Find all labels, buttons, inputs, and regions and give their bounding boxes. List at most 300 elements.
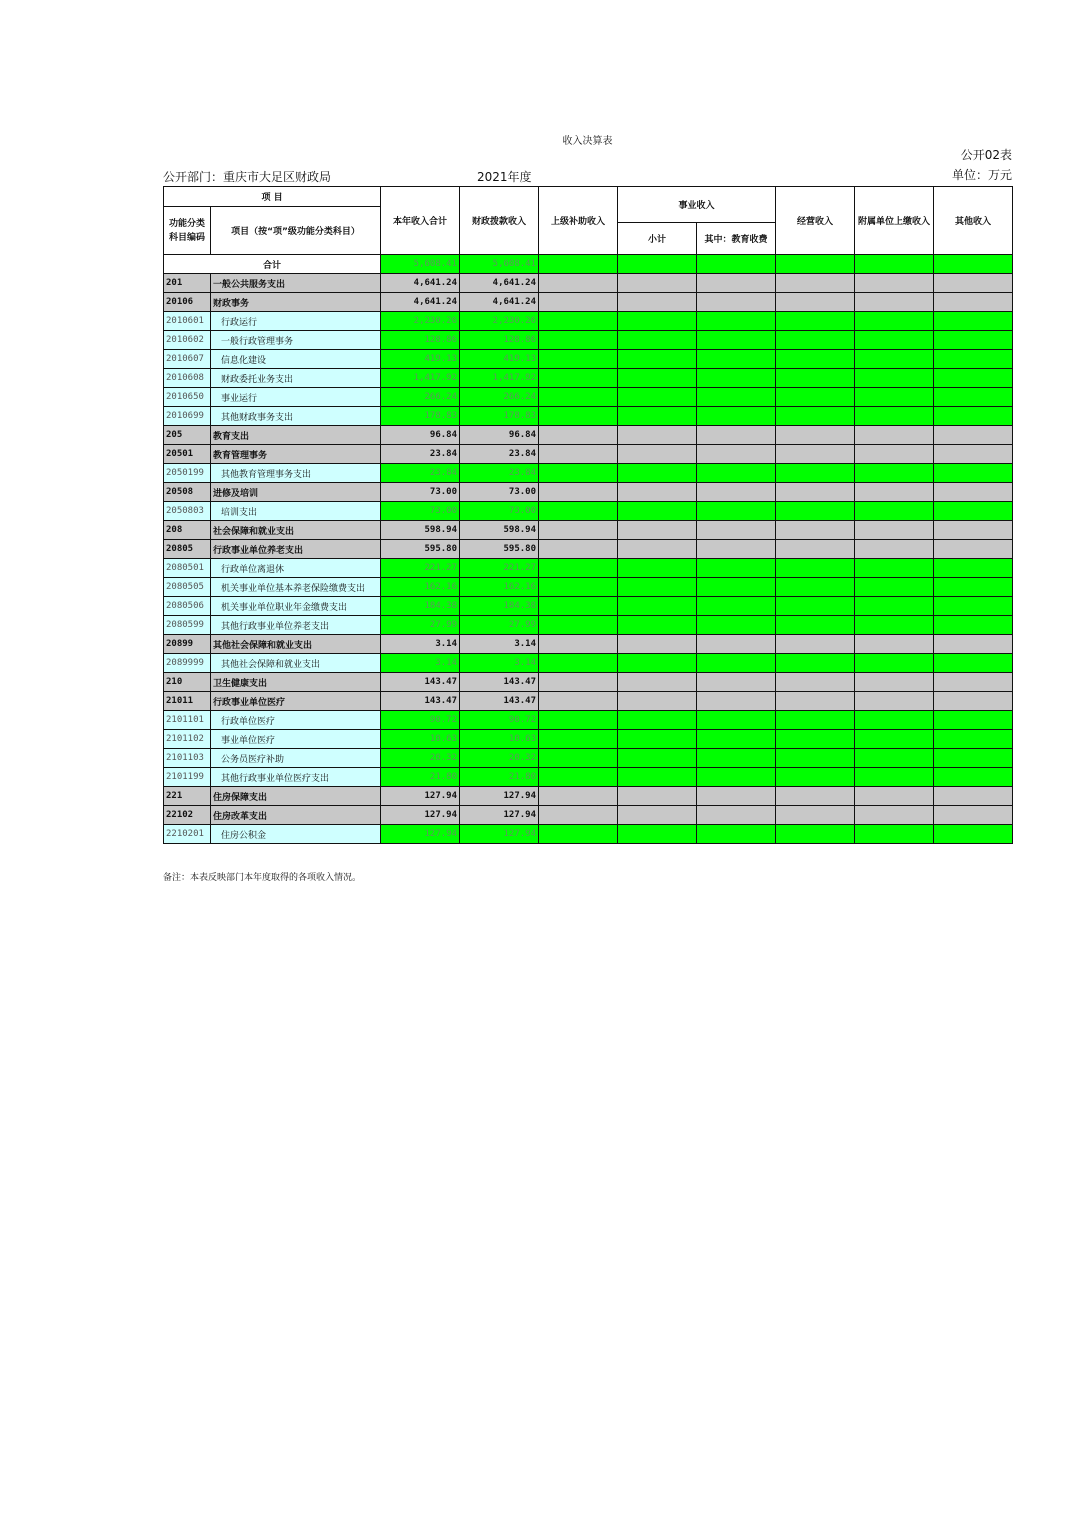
empty-cell bbox=[618, 331, 697, 350]
empty-cell bbox=[539, 255, 618, 274]
other-income-header: 其他收入 bbox=[934, 187, 1013, 255]
empty-cell bbox=[618, 521, 697, 540]
subject-code-cell: 2101102 bbox=[164, 730, 211, 749]
empty-cell bbox=[855, 331, 934, 350]
total-income-cell: 127.94 bbox=[381, 806, 460, 825]
empty-cell bbox=[539, 730, 618, 749]
table-body bbox=[164, 255, 1013, 844]
fiscal-appropriation-cell: 184.38 bbox=[460, 597, 539, 616]
affiliated-units-header: 附属单位上缴收入 bbox=[855, 187, 934, 255]
fiscal-appropriation-cell: 23.84 bbox=[460, 445, 539, 464]
empty-cell bbox=[697, 559, 776, 578]
empty-cell bbox=[934, 369, 1013, 388]
empty-cell bbox=[539, 274, 618, 293]
year-label: 2021年度 bbox=[477, 170, 532, 184]
total-income-cell: 3.14 bbox=[381, 654, 460, 673]
income-table bbox=[163, 186, 1013, 844]
fiscal-appropriation-cell: 4,641.24 bbox=[460, 293, 539, 312]
subject-name-cell: 机关事业单位职业年金缴费支出 bbox=[211, 597, 381, 616]
subtotal-header: 小计 bbox=[618, 223, 697, 255]
fiscal-appropriation-cell: 595.80 bbox=[460, 540, 539, 559]
empty-cell bbox=[539, 464, 618, 483]
empty-cell bbox=[855, 616, 934, 635]
empty-cell bbox=[934, 426, 1013, 445]
subject-code-cell: 2210201 bbox=[164, 825, 211, 844]
empty-cell bbox=[934, 730, 1013, 749]
subject-name-cell: 行政单位医疗 bbox=[211, 711, 381, 730]
fiscal-appropriation-cell: 2,230.26 bbox=[460, 312, 539, 331]
empty-cell bbox=[697, 825, 776, 844]
table-row bbox=[164, 540, 1013, 559]
empty-cell bbox=[618, 464, 697, 483]
empty-cell bbox=[855, 255, 934, 274]
empty-cell bbox=[697, 274, 776, 293]
table-row bbox=[164, 312, 1013, 331]
empty-cell bbox=[618, 293, 697, 312]
empty-cell bbox=[539, 369, 618, 388]
empty-cell bbox=[776, 331, 855, 350]
table-note: 备注：本表反映部门本年度取得的各项收入情况。 bbox=[163, 873, 362, 883]
empty-cell bbox=[934, 597, 1013, 616]
fiscal-appropriation-cell: 10.63 bbox=[460, 730, 539, 749]
empty-cell bbox=[539, 407, 618, 426]
empty-cell bbox=[618, 274, 697, 293]
empty-cell bbox=[776, 350, 855, 369]
empty-cell bbox=[934, 445, 1013, 464]
fiscal-appropriation-cell: 27.99 bbox=[460, 616, 539, 635]
empty-cell bbox=[934, 787, 1013, 806]
table-row bbox=[164, 502, 1013, 521]
fiscal-appropriation-header: 财政拨款收入 bbox=[460, 187, 539, 255]
form-info bbox=[961, 148, 1012, 162]
subject-code-cell: 2010699 bbox=[164, 407, 211, 426]
empty-cell bbox=[934, 464, 1013, 483]
empty-cell bbox=[934, 692, 1013, 711]
empty-cell bbox=[697, 369, 776, 388]
empty-cell bbox=[776, 559, 855, 578]
total-income-cell: 419.13 bbox=[381, 350, 460, 369]
empty-cell bbox=[697, 768, 776, 787]
empty-cell bbox=[539, 445, 618, 464]
empty-cell bbox=[855, 559, 934, 578]
empty-cell bbox=[697, 426, 776, 445]
empty-cell bbox=[539, 483, 618, 502]
subject-name-cell: 教育支出 bbox=[211, 426, 381, 445]
empty-cell bbox=[539, 559, 618, 578]
empty-cell bbox=[855, 597, 934, 616]
empty-cell bbox=[934, 312, 1013, 331]
empty-cell bbox=[618, 749, 697, 768]
total-income-cell: 1,417.92 bbox=[381, 369, 460, 388]
subject-code-cell: 2080599 bbox=[164, 616, 211, 635]
empty-cell bbox=[539, 502, 618, 521]
empty-cell bbox=[855, 464, 934, 483]
empty-cell bbox=[618, 483, 697, 502]
fiscal-appropriation-cell: 419.13 bbox=[460, 350, 539, 369]
subject-name-cell: 行政运行 bbox=[211, 312, 381, 331]
subject-name-cell: 机关事业单位基本养老保险缴费支出 bbox=[211, 578, 381, 597]
subject-name-cell: 卫生健康支出 bbox=[211, 673, 381, 692]
empty-cell bbox=[618, 426, 697, 445]
empty-cell bbox=[539, 825, 618, 844]
empty-cell bbox=[855, 635, 934, 654]
table-row bbox=[164, 806, 1013, 825]
table-row bbox=[164, 559, 1013, 578]
empty-cell bbox=[934, 331, 1013, 350]
fiscal-appropriation-cell: 73.00 bbox=[460, 502, 539, 521]
fiscal-appropriation-cell: 4,641.24 bbox=[460, 274, 539, 293]
empty-cell bbox=[855, 445, 934, 464]
empty-cell bbox=[934, 616, 1013, 635]
empty-cell bbox=[776, 388, 855, 407]
total-income-cell: 10.63 bbox=[381, 730, 460, 749]
empty-cell bbox=[934, 749, 1013, 768]
subject-name-cell: 教育管理事务 bbox=[211, 445, 381, 464]
empty-cell bbox=[618, 635, 697, 654]
empty-cell bbox=[934, 521, 1013, 540]
empty-cell bbox=[776, 787, 855, 806]
operating-income-header: 经营收入 bbox=[776, 187, 855, 255]
subject-name-cell: 其他社会保障和就业支出 bbox=[211, 654, 381, 673]
empty-cell bbox=[539, 350, 618, 369]
empty-cell bbox=[618, 616, 697, 635]
total-fiscal-cell: 5,608.41 bbox=[460, 255, 539, 274]
fiscal-appropriation-cell: 20.32 bbox=[460, 749, 539, 768]
empty-cell bbox=[697, 521, 776, 540]
subject-name-cell: 行政事业单位医疗 bbox=[211, 692, 381, 711]
fiscal-appropriation-cell: 21.80 bbox=[460, 768, 539, 787]
subject-name-cell: 其他教育管理事务支出 bbox=[211, 464, 381, 483]
empty-cell bbox=[934, 274, 1013, 293]
empty-cell bbox=[855, 521, 934, 540]
empty-cell bbox=[697, 445, 776, 464]
empty-cell bbox=[855, 483, 934, 502]
empty-cell bbox=[934, 255, 1013, 274]
subject-code-cell: 210 bbox=[164, 673, 211, 692]
empty-cell bbox=[697, 711, 776, 730]
empty-cell bbox=[855, 673, 934, 692]
subject-name-cell: 一般行政管理事务 bbox=[211, 331, 381, 350]
department-label: 公开部门：重庆市大足区财政局 bbox=[163, 170, 332, 184]
subject-code-cell: 2050199 bbox=[164, 464, 211, 483]
unit-label: 单位：万元 bbox=[951, 168, 1012, 182]
subject-name-cell: 进修及培训 bbox=[211, 483, 381, 502]
total-income-cell: 184.38 bbox=[381, 597, 460, 616]
fiscal-appropriation-cell: 266.24 bbox=[460, 388, 539, 407]
empty-cell bbox=[618, 540, 697, 559]
fiscal-appropriation-cell: 178.83 bbox=[460, 407, 539, 426]
empty-cell bbox=[934, 502, 1013, 521]
fiscal-appropriation-cell: 3.14 bbox=[460, 654, 539, 673]
empty-cell bbox=[776, 369, 855, 388]
subject-code-cell: 2010650 bbox=[164, 388, 211, 407]
subject-name-cell: 住房改革支出 bbox=[211, 806, 381, 825]
empty-cell bbox=[618, 692, 697, 711]
subject-name-cell: 培训支出 bbox=[211, 502, 381, 521]
superior-subsidy-header: 上级补助收入 bbox=[539, 187, 618, 255]
empty-cell bbox=[697, 616, 776, 635]
empty-cell bbox=[539, 768, 618, 787]
empty-cell bbox=[618, 388, 697, 407]
empty-cell bbox=[934, 540, 1013, 559]
subject-code-cell: 2101101 bbox=[164, 711, 211, 730]
fiscal-appropriation-cell: 23.84 bbox=[460, 464, 539, 483]
subject-name-cell: 财政事务 bbox=[211, 293, 381, 312]
empty-cell bbox=[539, 616, 618, 635]
empty-cell bbox=[776, 711, 855, 730]
subject-name-cell: 一般公共服务支出 bbox=[211, 274, 381, 293]
empty-cell bbox=[618, 806, 697, 825]
subject-code-cell: 2080501 bbox=[164, 559, 211, 578]
empty-cell bbox=[855, 787, 934, 806]
empty-cell bbox=[776, 426, 855, 445]
subject-code-cell: 20899 bbox=[164, 635, 211, 654]
table-row bbox=[164, 293, 1013, 312]
empty-cell bbox=[855, 502, 934, 521]
total-income-cell: 20.32 bbox=[381, 749, 460, 768]
subject-name-cell: 信息化建设 bbox=[211, 350, 381, 369]
item-group-header: 项 目 bbox=[164, 187, 381, 207]
empty-cell bbox=[776, 312, 855, 331]
empty-cell bbox=[776, 768, 855, 787]
empty-cell bbox=[855, 540, 934, 559]
empty-cell bbox=[776, 274, 855, 293]
empty-cell bbox=[697, 464, 776, 483]
subject-name-cell: 住房保障支出 bbox=[211, 787, 381, 806]
sheet-title: 收入决算表 bbox=[562, 136, 613, 147]
total-income-cell: 2,230.26 bbox=[381, 312, 460, 331]
fiscal-appropriation-cell: 143.47 bbox=[460, 692, 539, 711]
empty-cell bbox=[776, 502, 855, 521]
empty-cell bbox=[855, 768, 934, 787]
empty-cell bbox=[697, 692, 776, 711]
fiscal-appropriation-cell: 143.47 bbox=[460, 673, 539, 692]
table-row bbox=[164, 388, 1013, 407]
empty-cell bbox=[934, 654, 1013, 673]
empty-cell bbox=[618, 350, 697, 369]
subject-code-cell: 208 bbox=[164, 521, 211, 540]
fiscal-appropriation-cell: 90.72 bbox=[460, 711, 539, 730]
subject-name-cell: 行政单位离退休 bbox=[211, 559, 381, 578]
empty-cell bbox=[697, 312, 776, 331]
empty-cell bbox=[618, 730, 697, 749]
fiscal-appropriation-cell: 598.94 bbox=[460, 521, 539, 540]
empty-cell bbox=[697, 578, 776, 597]
subject-code-cell: 2050803 bbox=[164, 502, 211, 521]
empty-cell bbox=[855, 407, 934, 426]
subject-code-cell: 2010601 bbox=[164, 312, 211, 331]
subject-code-cell: 201 bbox=[164, 274, 211, 293]
subject-code-cell: 22102 bbox=[164, 806, 211, 825]
empty-cell bbox=[697, 597, 776, 616]
empty-cell bbox=[618, 825, 697, 844]
empty-cell bbox=[618, 255, 697, 274]
empty-cell bbox=[618, 445, 697, 464]
total-income-cell: 90.72 bbox=[381, 711, 460, 730]
empty-cell bbox=[776, 654, 855, 673]
empty-cell bbox=[855, 350, 934, 369]
subject-code-cell: 20106 bbox=[164, 293, 211, 312]
empty-cell bbox=[539, 692, 618, 711]
subject-name-cell: 行政事业单位养老支出 bbox=[211, 540, 381, 559]
empty-cell bbox=[776, 806, 855, 825]
empty-cell bbox=[539, 293, 618, 312]
empty-cell bbox=[539, 312, 618, 331]
subject-name-cell: 财政委托业务支出 bbox=[211, 369, 381, 388]
subject-name-cell: 其他社会保障和就业支出 bbox=[211, 635, 381, 654]
empty-cell bbox=[618, 597, 697, 616]
empty-cell bbox=[697, 483, 776, 502]
subject-code-cell: 20805 bbox=[164, 540, 211, 559]
table-row bbox=[164, 369, 1013, 388]
total-income-cell: 127.94 bbox=[381, 787, 460, 806]
empty-cell bbox=[934, 559, 1013, 578]
empty-cell bbox=[539, 540, 618, 559]
empty-cell bbox=[934, 825, 1013, 844]
empty-cell bbox=[855, 692, 934, 711]
empty-cell bbox=[697, 540, 776, 559]
table-row bbox=[164, 730, 1013, 749]
empty-cell bbox=[855, 749, 934, 768]
empty-cell bbox=[934, 483, 1013, 502]
table-row bbox=[164, 616, 1013, 635]
empty-cell bbox=[539, 426, 618, 445]
subject-name-cell: 住房公积金 bbox=[211, 825, 381, 844]
total-income-cell: 3.14 bbox=[381, 635, 460, 654]
fiscal-appropriation-cell: 128.86 bbox=[460, 331, 539, 350]
fiscal-appropriation-cell: 73.00 bbox=[460, 483, 539, 502]
empty-cell bbox=[776, 730, 855, 749]
total-income-cell: 143.47 bbox=[381, 692, 460, 711]
empty-cell bbox=[776, 673, 855, 692]
empty-cell bbox=[776, 464, 855, 483]
empty-cell bbox=[934, 768, 1013, 787]
table-row bbox=[164, 426, 1013, 445]
total-row bbox=[164, 255, 1013, 274]
total-income-cell: 73.00 bbox=[381, 483, 460, 502]
empty-cell bbox=[855, 825, 934, 844]
empty-cell bbox=[776, 255, 855, 274]
empty-cell bbox=[618, 312, 697, 331]
table-row bbox=[164, 749, 1013, 768]
subject-name-cell: 公务员医疗补助 bbox=[211, 749, 381, 768]
empty-cell bbox=[539, 331, 618, 350]
fiscal-appropriation-cell: 3.14 bbox=[460, 635, 539, 654]
fiscal-appropriation-cell: 96.84 bbox=[460, 426, 539, 445]
empty-cell bbox=[539, 711, 618, 730]
table-header bbox=[164, 187, 1013, 255]
table-row bbox=[164, 597, 1013, 616]
total-income-cell: 162.16 bbox=[381, 578, 460, 597]
table-row bbox=[164, 692, 1013, 711]
code-header: 功能分类科目编码 bbox=[164, 207, 211, 255]
empty-cell bbox=[618, 673, 697, 692]
table-row bbox=[164, 635, 1013, 654]
subject-code-cell: 2080506 bbox=[164, 597, 211, 616]
empty-cell bbox=[539, 654, 618, 673]
subject-code-cell: 2010607 bbox=[164, 350, 211, 369]
empty-cell bbox=[776, 521, 855, 540]
empty-cell bbox=[855, 730, 934, 749]
table-row bbox=[164, 274, 1013, 293]
empty-cell bbox=[934, 806, 1013, 825]
total-income-cell: 27.99 bbox=[381, 616, 460, 635]
empty-cell bbox=[934, 673, 1013, 692]
subject-name-cell: 其他行政事业单位养老支出 bbox=[211, 616, 381, 635]
empty-cell bbox=[776, 540, 855, 559]
total-income-cell: 266.24 bbox=[381, 388, 460, 407]
subject-name-cell: 社会保障和就业支出 bbox=[211, 521, 381, 540]
subject-name-cell: 事业单位医疗 bbox=[211, 730, 381, 749]
total-income-cell: 598.94 bbox=[381, 521, 460, 540]
empty-cell bbox=[934, 711, 1013, 730]
subject-name-cell: 其他行政事业单位医疗支出 bbox=[211, 768, 381, 787]
empty-cell bbox=[697, 293, 776, 312]
empty-cell bbox=[934, 388, 1013, 407]
empty-cell bbox=[855, 578, 934, 597]
table-row bbox=[164, 331, 1013, 350]
edu-fee-header: 其中：教育收费 bbox=[697, 223, 776, 255]
subject-name-cell: 其他财政事务支出 bbox=[211, 407, 381, 426]
empty-cell bbox=[697, 730, 776, 749]
table-row bbox=[164, 654, 1013, 673]
empty-cell bbox=[697, 255, 776, 274]
fiscal-appropriation-cell: 127.94 bbox=[460, 787, 539, 806]
empty-cell bbox=[697, 806, 776, 825]
subject-name-cell: 事业运行 bbox=[211, 388, 381, 407]
table-row bbox=[164, 787, 1013, 806]
subject-code-cell: 20508 bbox=[164, 483, 211, 502]
subject-code-cell: 21011 bbox=[164, 692, 211, 711]
empty-cell bbox=[697, 388, 776, 407]
total-income-cell: 96.84 bbox=[381, 426, 460, 445]
table-row bbox=[164, 350, 1013, 369]
subject-code-cell: 2101103 bbox=[164, 749, 211, 768]
total-income-cell: 128.86 bbox=[381, 331, 460, 350]
total-income-cell: 595.80 bbox=[381, 540, 460, 559]
total-income-header: 本年收入合计 bbox=[381, 187, 460, 255]
empty-cell bbox=[697, 635, 776, 654]
empty-cell bbox=[618, 559, 697, 578]
empty-cell bbox=[855, 274, 934, 293]
empty-cell bbox=[697, 407, 776, 426]
fiscal-appropriation-cell: 127.94 bbox=[460, 825, 539, 844]
empty-cell bbox=[618, 768, 697, 787]
table-row bbox=[164, 578, 1013, 597]
meta-row bbox=[163, 168, 1012, 184]
empty-cell bbox=[776, 597, 855, 616]
empty-cell bbox=[855, 312, 934, 331]
table-row bbox=[164, 445, 1013, 464]
empty-cell bbox=[855, 711, 934, 730]
fiscal-appropriation-cell: 221.27 bbox=[460, 559, 539, 578]
empty-cell bbox=[776, 407, 855, 426]
total-income-cell: 23.84 bbox=[381, 464, 460, 483]
empty-cell bbox=[697, 350, 776, 369]
empty-cell bbox=[539, 787, 618, 806]
table-row bbox=[164, 711, 1013, 730]
total-income-cell: 221.27 bbox=[381, 559, 460, 578]
table-row bbox=[164, 673, 1013, 692]
empty-cell bbox=[934, 635, 1013, 654]
name-header: 项目（按“项”级功能分类科目） bbox=[211, 207, 381, 255]
empty-cell bbox=[539, 749, 618, 768]
empty-cell bbox=[539, 388, 618, 407]
empty-cell bbox=[776, 635, 855, 654]
total-income-cell: 5,608.41 bbox=[381, 255, 460, 274]
form-number: 公开02表 bbox=[960, 148, 1012, 162]
empty-cell bbox=[934, 293, 1013, 312]
